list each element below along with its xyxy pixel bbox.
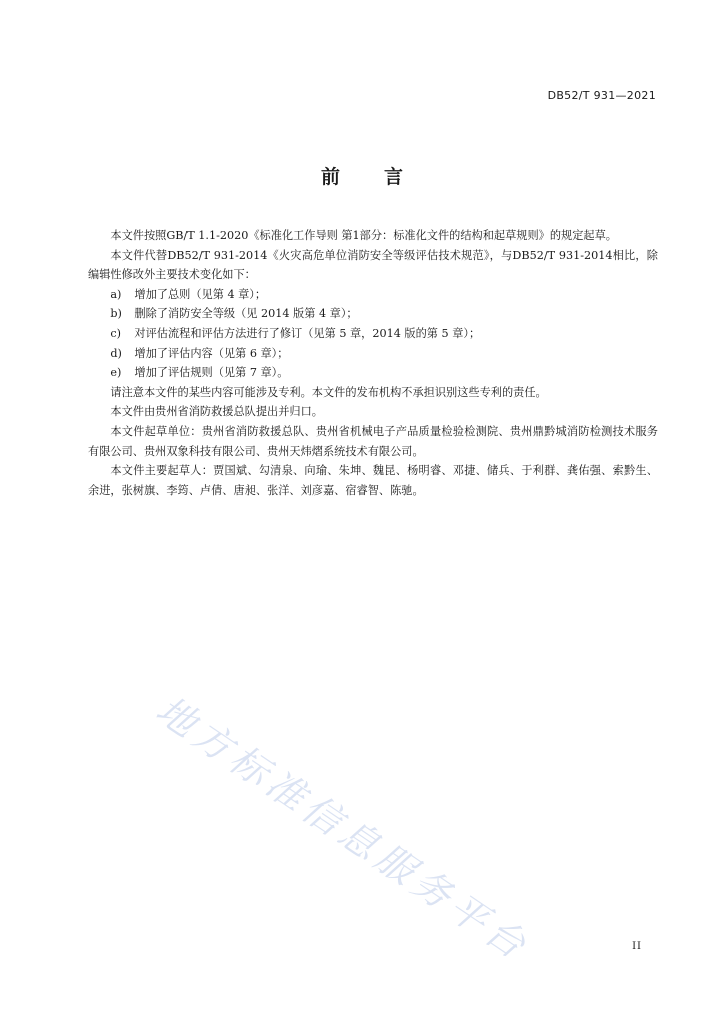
change-item [88,285,658,305]
change-item-label: b) [110,307,122,321]
change-item [88,344,658,364]
change-item-text: 删除了消防安全等级（见 2014 版第 4 章）； [134,307,358,321]
change-item-label: d) [110,346,122,360]
foreword-body [88,226,658,500]
change-item-label: c) [110,326,122,340]
paragraph-drafting-rules: 本文件按照GB/T 1.1-2020《标准化工作导则 第1部分：标准化文件的结构和起草规则》的规定起草。 [110,229,617,242]
watermark: 地方标准信息服务平台 [148,687,538,970]
paragraph-proposer: 本文件由贵州省消防救援总队提出并归口。 [110,405,323,419]
page-number: II [632,941,642,952]
change-item-text: 增加了总则（见第 4 章）； [134,287,267,301]
change-item-text: 增加了评估内容（见第 6 章）； [134,346,289,360]
page-title: 前言 [320,166,447,188]
change-item [88,363,658,383]
document-code: DB52/T 931—2021 [547,89,656,102]
paragraph-drafters: 本文件主要起草人：贾国斌、勾清泉、向瑜、朱坤、魏昆、杨明睿、邓捷、储兵、于利群、龚佑强、索黔生、余进，张树旗、李筠、卢倩、唐昶、张洋、刘彦嘉、宿睿智、陈驰。 [88,464,658,497]
change-item-label: a) [110,287,122,301]
paragraph-patent-notice: 请注意本文件的某些内容可能涉及专利。本文件的发布机构不承担识别这些专利的责任。 [110,385,547,399]
paragraph-drafting-units: 本文件起草单位：贵州省消防救援总队、贵州省机械电子产品质量检验检测院、贵州鼎黔城消防检测技术服务有限公司、贵州双象科技有限公司、贵州天炜熠系统技术有限公司。 [88,424,658,458]
change-item [88,304,658,324]
paragraph-replaces: 本文件代替DB52/T 931-2014《火灾高危单位消防安全等级评估技术规范》，与DB52/T 931-2014相比，除编辑性修改外主要技术变化如下： [88,248,658,282]
change-item-label: e) [110,366,122,380]
change-item-text: 对评估流程和评估方法进行了修订（见第 5 章，2014 版的第 5 章）； [134,326,481,340]
change-item [88,324,658,344]
change-item-text: 增加了评估规则（见第 7 章）。 [134,366,289,380]
